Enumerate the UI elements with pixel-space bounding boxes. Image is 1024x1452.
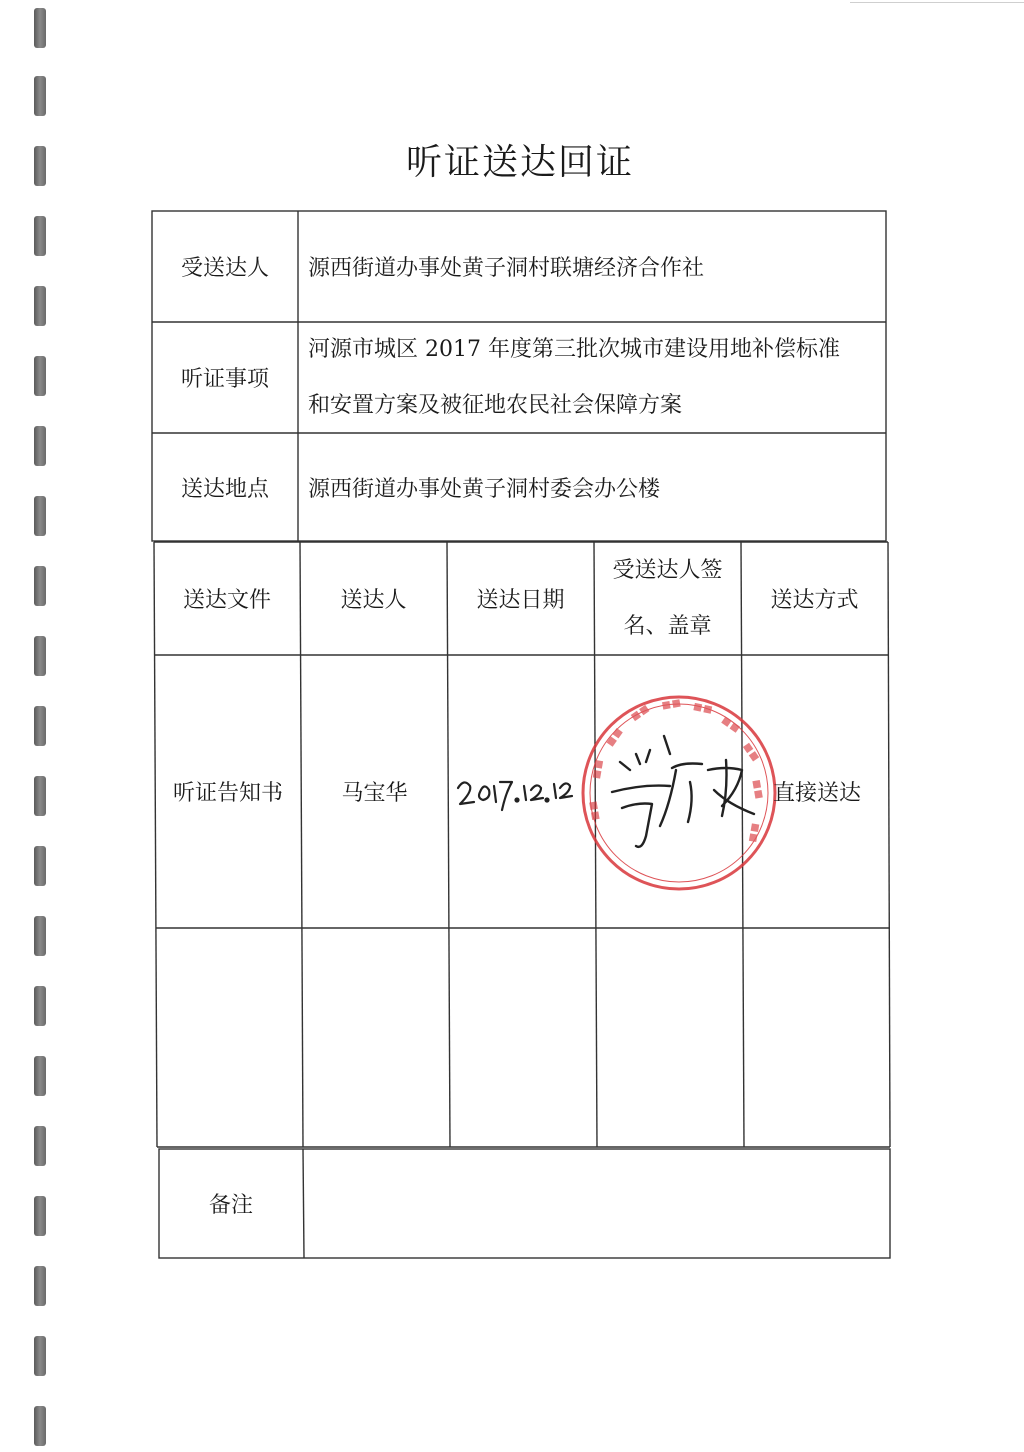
remarks-label: 备注 [208, 1193, 253, 1218]
entry-document: 听证告知书 [172, 781, 283, 806]
handwritten-signature [612, 736, 754, 847]
col-server-header: 送达人 [340, 588, 407, 613]
svg-text:▪▪: ▪▪ [586, 757, 608, 781]
col-method-header: 送达方式 [770, 588, 859, 613]
matter-label: 听证事项 [180, 367, 269, 392]
location-value: 源西街道办事处黄子洞村委会办公楼 [308, 476, 661, 502]
svg-text:▪▪: ▪▪ [691, 696, 715, 719]
remarks-value [304, 1149, 890, 1258]
handwritten-date [458, 782, 572, 810]
svg-text:▪▪: ▪▪ [744, 821, 766, 845]
col-document-header: 送达文件 [182, 588, 271, 613]
svg-text:▪▪: ▪▪ [659, 692, 683, 714]
entry-server: 马宝华 [341, 781, 408, 806]
svg-text:▪▪: ▪▪ [625, 698, 653, 726]
matter-value-line2: 和安置方案及被征地农民社会保障方案 [308, 392, 683, 418]
svg-text:▪▪: ▪▪ [738, 737, 766, 765]
svg-text:▪▪: ▪▪ [582, 799, 604, 823]
svg-text:▪▪: ▪▪ [600, 723, 627, 751]
recipient-label: 受送达人 [180, 256, 269, 281]
entry-method: 直接送达 [772, 781, 861, 806]
col-signature-header-line2: 名、盖章 [623, 613, 712, 639]
location-label: 送达地点 [180, 476, 269, 502]
recipient-value: 源西街道办事处黄子洞村联塘经济合作社 [308, 256, 705, 281]
svg-text:▪▪: ▪▪ [748, 777, 770, 801]
col-date-header: 送达日期 [476, 588, 565, 613]
document-title: 听证送达回证 [405, 142, 634, 183]
svg-text:▪▪: ▪▪ [717, 710, 745, 737]
matter-value-line1: 河源市城区 2017 年度第三批次城市建设用地补偿标准 [308, 336, 840, 362]
col-signature-header-line1: 受送达人签 [612, 557, 723, 583]
